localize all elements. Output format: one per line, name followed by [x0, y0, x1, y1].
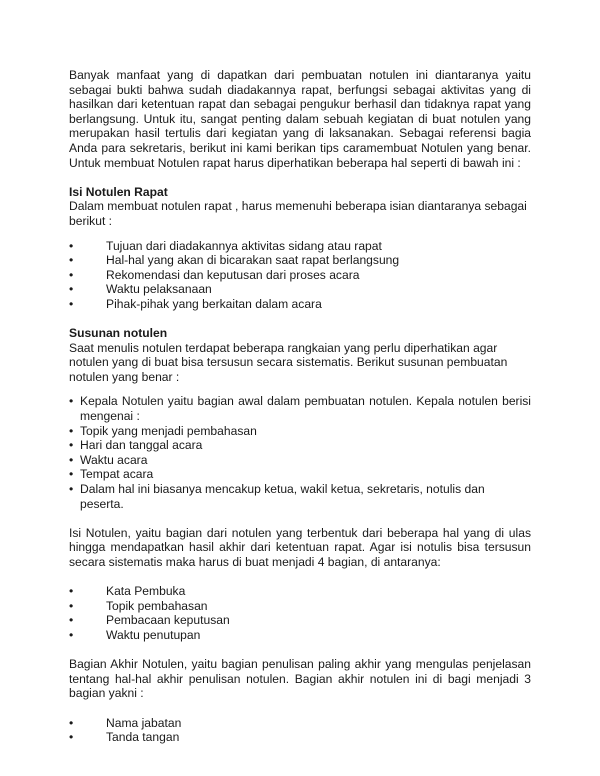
isi-bagian-list [69, 584, 531, 642]
list-item: • Nama jabatan [69, 716, 531, 731]
spacer [69, 170, 531, 185]
section2-paragraph: Saat menulis notulen terdapat beberapa rangkaian yang perlu diperhatikan agar notulen yang di buat bisa tersusun secara sistematis. Berikut susunan pembuatan notulen yang benar : [69, 340, 508, 384]
list-item: • Pihak-pihak yang berkaitan dalam acara [69, 297, 531, 312]
section-heading-isi-notulen: Isi Notulen Rapat [69, 184, 168, 199]
intro-paragraph: Banyak manfaat yang di dapatkan dari pembuatan notulen ini diantaranya yaitu sebagai bukti bahwa sudah diadakannya rapat, berfungsi sebagai aktivitas yang di hasilkan dari ketentuan rapat dan sebagai pengukur berhasil dan tidaknya rapat yang berlangsung. Untuk itu, sangat penting dalam sebuah kegiatan di buat notulen yang merupakan hasil tertulis dari kegiatan yang di laksanakan. Sebagai referensi bagia Anda para sekretaris, berikut ini kami berikan tips caramembuat Notulen yang benar. Untuk membuat Notulen rapat harus diperhatikan beberapa hal seperti di bawah ini : [69, 68, 531, 170]
document-page [69, 68, 531, 745]
spacer [69, 312, 531, 327]
spacer [69, 643, 531, 658]
spacer [69, 384, 531, 394]
list-item: • Tanda tangan [69, 730, 531, 745]
bagian-akhir-paragraph: Bagian Akhir Notulen, yaitu bagian penulisan paling akhir yang mengulas penjelasan tentang hal-hal akhir penulisan notulen. Bagian akhir notulen ini di bagi menjadi 3 bagian yakni : [69, 657, 531, 701]
list-item: • Waktu pelaksanaan [69, 282, 531, 297]
bagian-akhir-list [69, 716, 531, 745]
spacer [69, 701, 531, 716]
list-item: • Kata Pembuka [69, 584, 531, 599]
list-item: • Waktu acara [69, 453, 531, 468]
list-item-kepala-notulen: • Kepala Notulen yaitu bagian awal dalam pembuatan notulen. Kepala notulen berisi mengenai : [69, 394, 531, 423]
spacer [69, 511, 531, 526]
list-item: • Hal-hal yang akan di bicarakan saat rapat berlangsung [69, 253, 531, 268]
spacer [69, 229, 531, 239]
section1-paragraph: Dalam membuat notulen rapat , harus memenuhi beberapa isian diantaranya sebagai berikut : [69, 199, 527, 228]
section-heading-susunan-notulen: Susunan notulen [69, 326, 168, 341]
isi-notulen-list [69, 239, 531, 312]
list-item: • Rekomendasi dan keputusan dari proses acara [69, 268, 531, 283]
list-item: • Tempat acara [69, 467, 531, 482]
list-item: • Topik pembahasan [69, 599, 531, 614]
isi-notulen-paragraph: Isi Notulen, yaitu bagian dari notulen yang terbentuk dari beberapa hal yang di ulas hingga mendapatkan hasil akhir dari ketentuan rapat. Agar isi notulis bisa tersusun secara sistematis maka harus di buat menjadi 4 bagian, di antaranya: [69, 525, 531, 569]
list-item: • Waktu penutupan [69, 628, 531, 643]
list-item: • Topik yang menjadi pembahasan [69, 424, 531, 439]
kepala-notulen-list [69, 394, 531, 511]
list-item: • Pembacaan keputusan [69, 613, 531, 628]
list-item: • Dalam hal ini biasanya mencakup ketua, wakil ketua, sekretaris, notulis dan peserta. [69, 482, 531, 511]
spacer [69, 570, 531, 585]
list-item: • Hari dan tanggal acara [69, 438, 531, 453]
list-item: • Tujuan dari diadakannya aktivitas sidang atau rapat [69, 239, 531, 254]
